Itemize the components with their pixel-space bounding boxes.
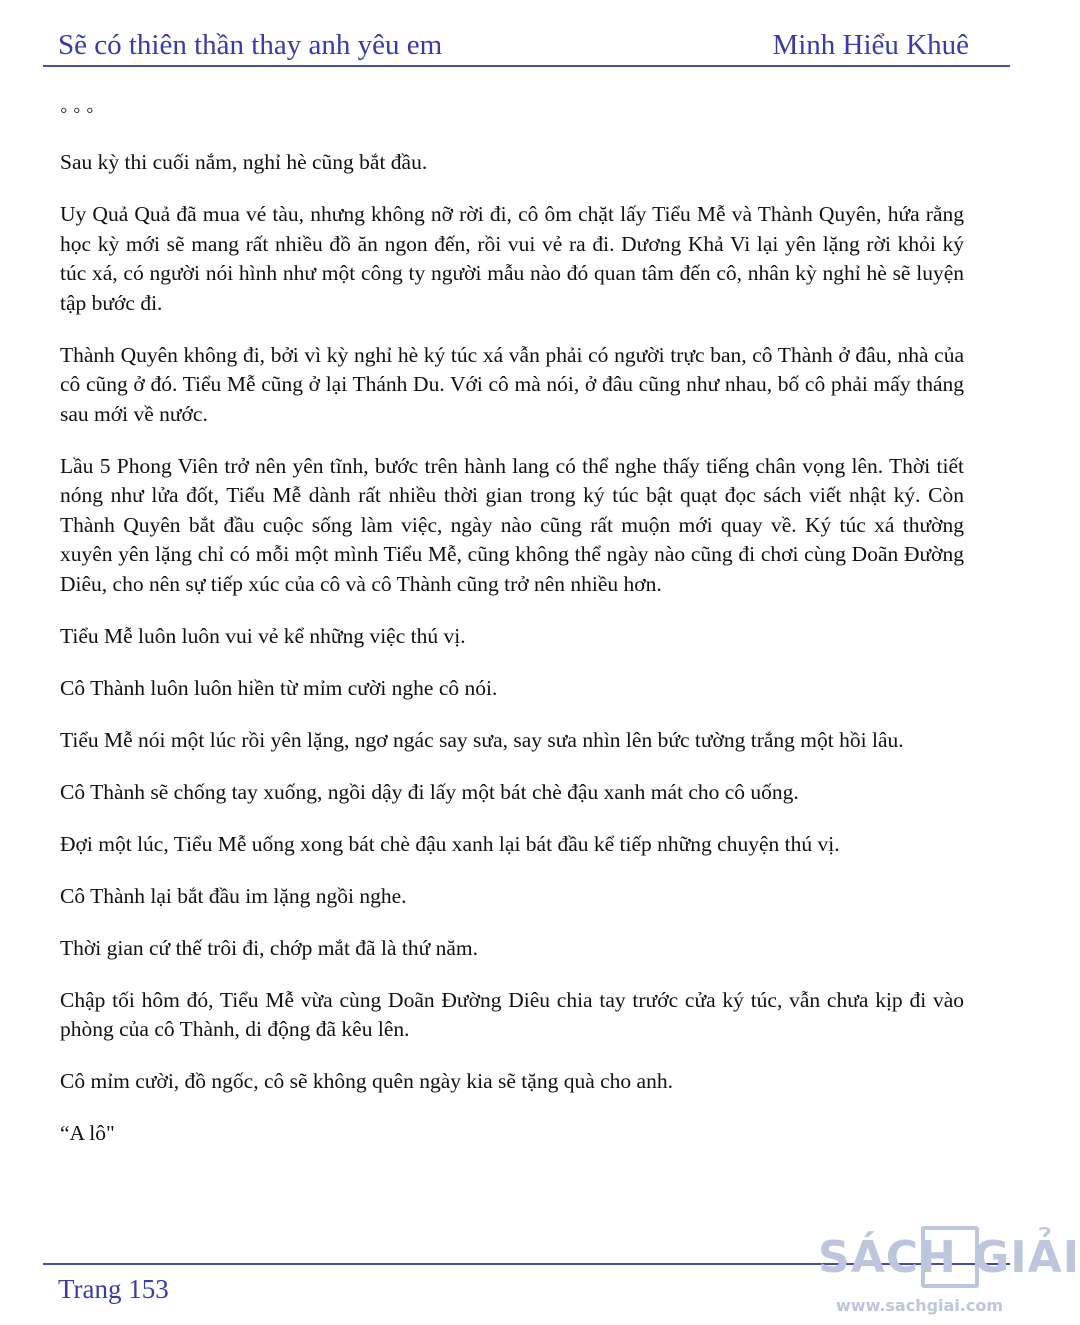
watermark-logo: SÁCH GIẢI: [818, 1232, 1080, 1283]
page-header: [58, 22, 969, 62]
paragraph: Uy Quả Quả đã mua vé tàu, nhưng không nỡ rời đi, cô ôm chặt lấy Tiểu Mễ và Thành Quyên, hứa rằng học kỳ mới sẽ mang rất nhiều đồ ăn ngon đến, rồi vui vẻ ra đi. Dương Khả Vi lại yên lặng rời khỏi ký túc xá, có người nói hình như một công ty người mẫu nào đó quan tâm đến cô, nhân kỳ nghỉ hè sẽ luyện tập bước đi.: [60, 202, 964, 315]
book-title: Sẽ có thiên thần thay anh yêu em: [58, 29, 443, 61]
paragraph: Thời gian cứ thế trôi đi, chớp mắt đã là thứ năm.: [60, 935, 479, 960]
author-name: Minh Hiểu Khuê: [772, 29, 969, 61]
paragraph: Tiểu Mễ luôn luôn vui vẻ kể những việc thú vị.: [60, 623, 466, 648]
paragraph: Cô Thành sẽ chống tay xuống, ngồi dậy đi lấy một bát chè đậu xanh mát cho cô uống.: [60, 779, 799, 804]
paragraph: Chập tối hôm đó, Tiểu Mễ vừa cùng Doãn Đường Diêu chia tay trước cửa ký túc, vẫn chưa kịp đi vào phòng của cô Thành, di động đã kêu lên.: [60, 987, 964, 1041]
paragraph: Sau kỳ thi cuối nắm, nghỉ hè cũng bắt đầu.: [60, 150, 428, 174]
paragraph: Cô Thành lại bắt đầu im lặng ngồi nghe.: [60, 883, 407, 908]
paragraph: Đợi một lúc, Tiểu Mễ uống xong bát chè đậu xanh lại bát đầu kể tiếp những chuyện thú vị.: [60, 831, 840, 856]
paragraph: Cô Thành luôn luôn hiền từ mỉm cười nghe cô nói.: [60, 675, 498, 700]
paragraph: “A lô": [60, 1121, 115, 1145]
paragraph: Cô mỉm cười, đồ ngốc, cô sẽ không quên ngày kia sẽ tặng quà cho anh.: [60, 1069, 673, 1093]
watermark: [818, 1226, 1080, 1321]
watermark-url: www.sachgiai.com: [836, 1296, 1004, 1315]
header-divider: [43, 65, 1010, 67]
page-number: Trang 153: [58, 1274, 169, 1304]
paragraph: Lầu 5 Phong Viên trở nên yên tĩnh, bước trên hành lang có thể nghe thấy tiếng chân vọng lên. Thời tiết nóng như lửa đốt, Tiểu Mễ dành rất nhiều thời gian trong ký túc bật quạt đọc sách viết nhật ký. Còn Thành Quyên bắt đầu cuộc sống làm việc, ngày nào cũng rất muộn mới quay về. Ký túc xá thường xuyên yên lặng chỉ có mỗi một mình Tiểu Mễ, cũng không thể ngày nào cũng đi chơi cùng Doãn Đường Diêu, cho nên sự tiếp xúc của cô và cô Thành cũng trở nên nhiều hơn.: [60, 453, 964, 596]
document-body: [60, 96, 964, 1171]
paragraph: Tiểu Mễ nói một lúc rồi yên lặng, ngơ ngác say sưa, say sưa nhìn lên bức tường trắng một hồi lâu.: [60, 727, 904, 752]
paragraph: Thành Quyên không đi, bởi vì kỳ nghỉ hè ký túc xá vẫn phải có người trực ban, cô Thành ở đâu, nhà của cô cũng ở đó. Tiểu Mễ cũng ở lại Thánh Du. Với cô mà nói, ở đâu cũng như nhau, bố cô phải mấy tháng sau mới về nước.: [60, 342, 964, 426]
section-break: ◦ ◦ ◦: [60, 98, 94, 122]
